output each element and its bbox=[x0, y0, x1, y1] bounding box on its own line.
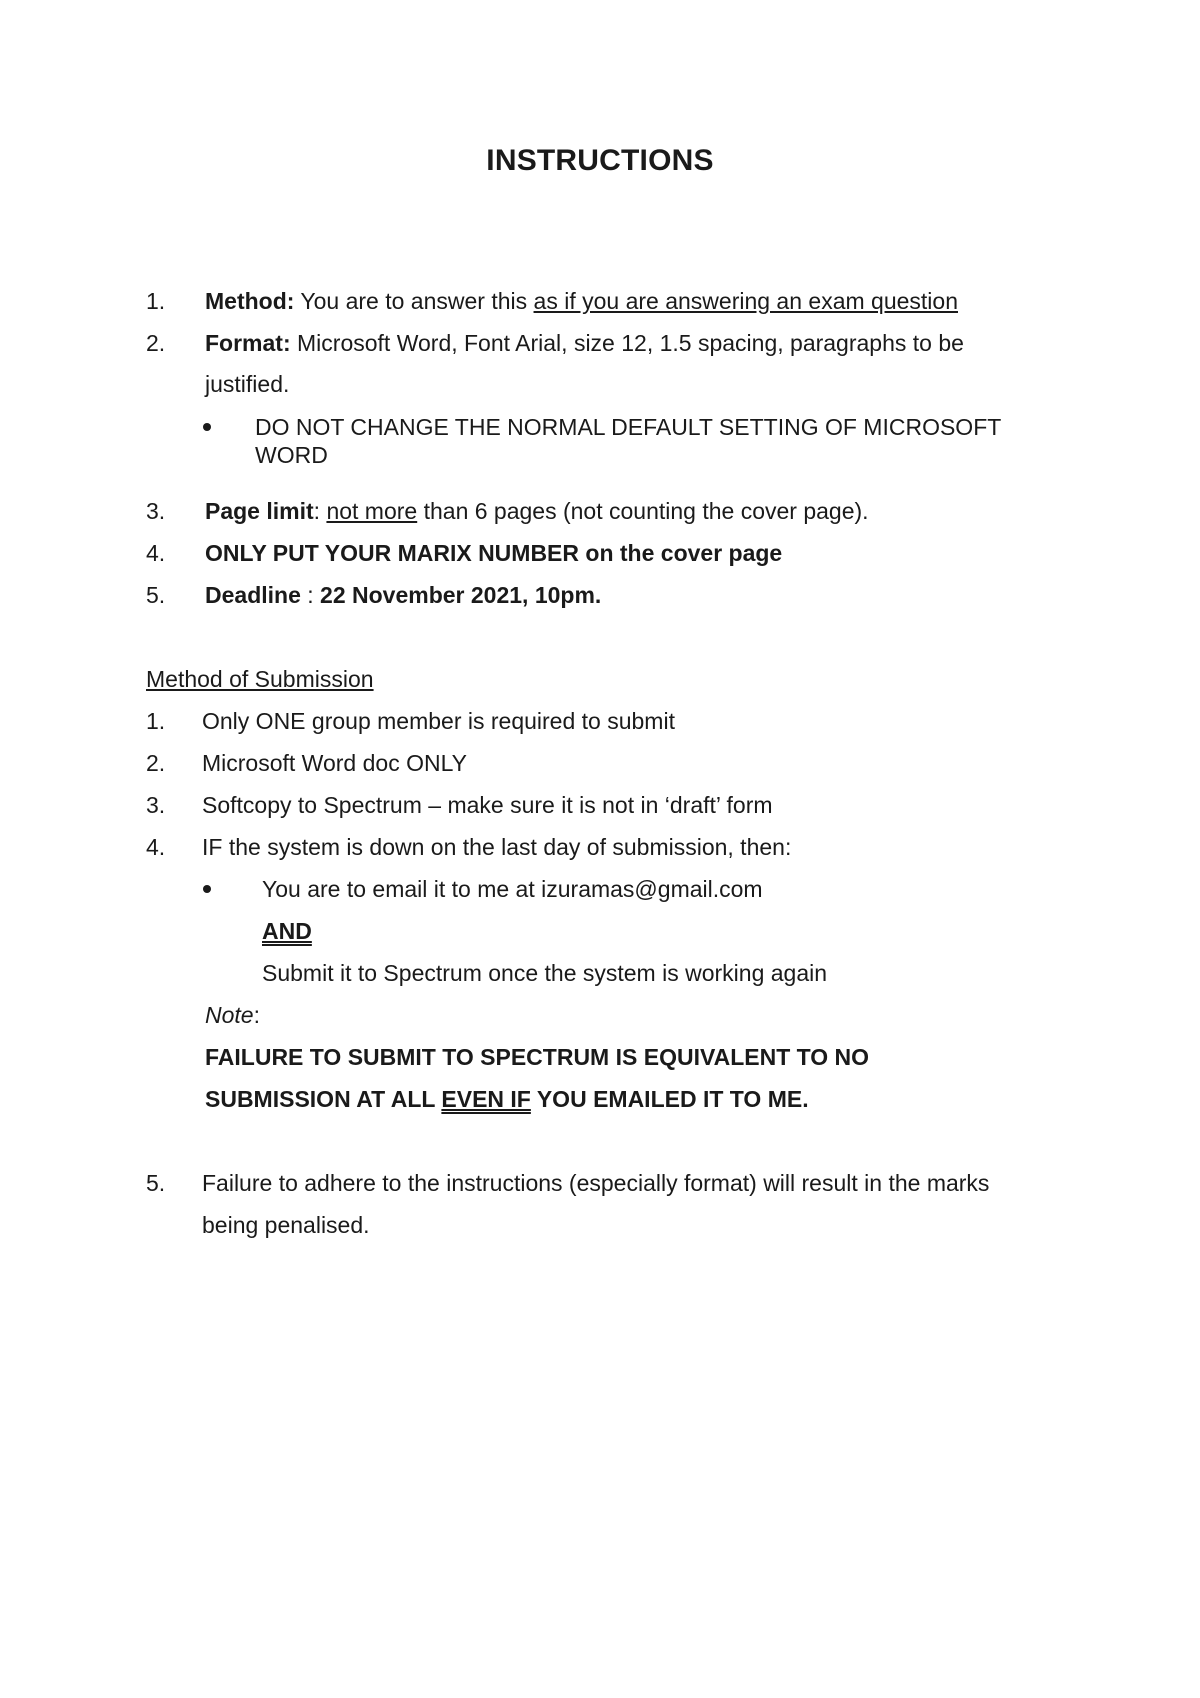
note-label-text: Note bbox=[205, 1002, 254, 1028]
submission-number: 3. bbox=[146, 792, 166, 818]
submission-item-2-text: Microsoft Word doc ONLY bbox=[202, 750, 468, 776]
warning-line-1: FAILURE TO SUBMIT TO SPECTRUM IS EQUIVALENT TO NO bbox=[205, 1044, 870, 1070]
warning-text-b: YOU EMAILED IT TO ME. bbox=[530, 1086, 809, 1112]
warning-text-underlined: EVEN IF bbox=[441, 1086, 531, 1112]
submission-number: 4. bbox=[146, 834, 166, 860]
warning-line-2 bbox=[205, 1085, 809, 1113]
bullet-text-line1: DO NOT CHANGE THE NORMAL DEFAULT SETTING OF MICROSOFT bbox=[255, 414, 1002, 440]
email-line: You are to email it to me at izuramas@gmail.com bbox=[262, 876, 763, 902]
and-text: AND bbox=[262, 918, 312, 944]
instruction-label: Method: bbox=[205, 288, 295, 314]
instruction-number: 3. bbox=[146, 498, 166, 524]
instruction-text: than 6 pages (not counting the cover page). bbox=[417, 498, 869, 524]
instruction-number: 2. bbox=[146, 330, 166, 356]
instruction-4-text: ONLY PUT YOUR MARIX NUMBER on the cover page bbox=[205, 540, 783, 566]
final-line-2: being penalised. bbox=[202, 1212, 370, 1238]
submission-item-1-text: Only ONE group member is required to submit bbox=[202, 708, 675, 734]
instruction-colon: : bbox=[313, 498, 327, 524]
instruction-underlined: as if you are answering an exam question bbox=[533, 288, 958, 314]
instruction-2-continuation: justified. bbox=[205, 371, 290, 397]
instruction-label: Deadline bbox=[205, 582, 301, 608]
final-line-1: Failure to adhere to the instructions (especially format) will result in the marks bbox=[202, 1170, 990, 1196]
instruction-3-text bbox=[205, 497, 869, 525]
instruction-text: 22 November 2021, 10pm. bbox=[320, 582, 602, 608]
instruction-2-text bbox=[205, 329, 964, 357]
bullet-text-line2: WORD bbox=[255, 442, 328, 468]
instruction-text: You are to answer this bbox=[294, 288, 534, 314]
instruction-label: Page limit bbox=[205, 498, 314, 524]
note-label bbox=[205, 1001, 260, 1029]
instruction-5-text bbox=[205, 581, 601, 609]
submission-number: 2. bbox=[146, 750, 166, 776]
note-colon: : bbox=[253, 1002, 260, 1028]
instruction-colon: : bbox=[300, 582, 321, 608]
instruction-underlined: not more bbox=[326, 498, 418, 524]
submission-number: 5. bbox=[146, 1170, 166, 1196]
bullet-icon bbox=[203, 885, 211, 893]
warning-text-a: SUBMISSION AT ALL bbox=[205, 1086, 442, 1112]
instruction-number: 4. bbox=[146, 540, 166, 566]
instruction-text: Microsoft Word, Font Arial, size 12, 1.5 spacing, paragraphs to be bbox=[290, 330, 964, 356]
submission-item-4-text: IF the system is down on the last day of submission, then: bbox=[202, 834, 792, 860]
instruction-label: Format: bbox=[205, 330, 291, 356]
bullet-icon bbox=[203, 423, 211, 431]
instruction-number: 1. bbox=[146, 288, 166, 314]
submission-item-3-text: Softcopy to Spectrum – make sure it is not in ‘draft’ form bbox=[202, 792, 773, 818]
resubmit-line: Submit it to Spectrum once the system is working again bbox=[262, 960, 828, 986]
page-title: INSTRUCTIONS bbox=[486, 144, 714, 177]
instruction-1-text bbox=[205, 287, 958, 315]
instruction-number: 5. bbox=[146, 582, 166, 608]
submission-number: 1. bbox=[146, 708, 166, 734]
submission-heading: Method of Submission bbox=[146, 666, 374, 692]
